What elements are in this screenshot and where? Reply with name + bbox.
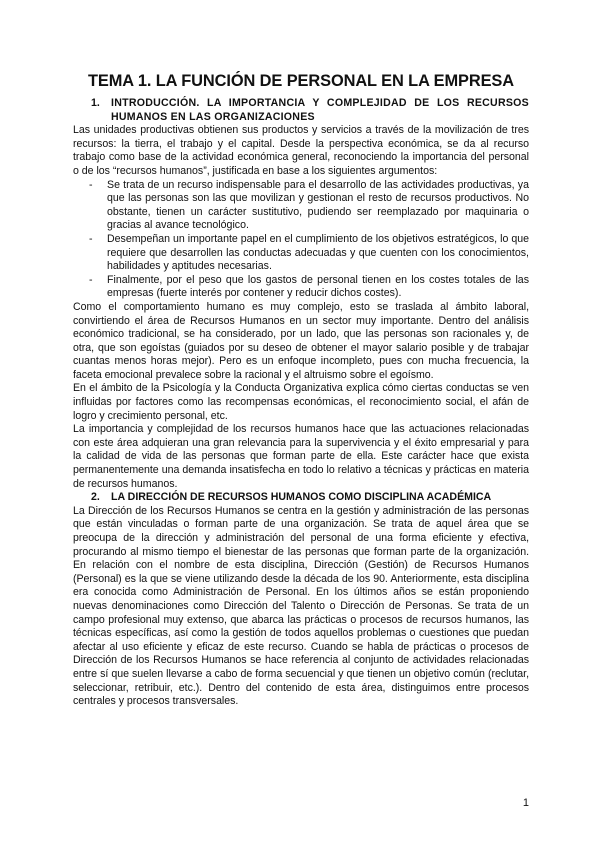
- section-1-number: 1.: [91, 97, 100, 109]
- list-item-text: Finalmente, por el peso que los gastos de personal tienen en los costes totales de las empresas (fuerte interés por contener y reducir dichos costes).: [107, 273, 529, 300]
- list-item-text: Desempeñan un importante papel en el cumplimiento de los objetivos estratégicos, lo que requiere que desarrollen las conductas adecuadas y que cuenten con los conocimientos, habilidades y aptitudes necesarias.: [107, 232, 529, 273]
- list-item: [73, 179, 529, 233]
- section-2-heading: [73, 491, 529, 505]
- section-2-paragraph: La Dirección de los Recursos Humanos se centra en la gestión y administración de las personas que están vinculadas o forman parte de una organización. Se trata de aquel área que se preocupa de la dirección y administración del personal de una forma eficiente y efectiva, procurando al mismo tiempo el bienestar de las personas que forman parte de la organización. En relación con el nombre de esta disciplina, Dirección (Gestión) de Recursos Humanos (Personal) es la que se viene utilizando desde la década de los 90. Anteriormente, esta disciplina era conocida como Administración de Personal. En los últimos años se están proponiendo nuevas denominaciones como Dirección del Talento o Dirección de Personas. Se trata de un campo profesional muy extenso, que abarca las prácticas o procesos de recursos humanos, las técnicas específicas, así como la gestión de todos aquellos problemas o cuestiones que puedan afectar al uso eficiente y eficaz de este recurso. Cuando se habla de prácticas o procesos de Dirección de los Recursos Humanos se hace referencia al conjunto de actividades relacionadas entre sí que suelen llevarse a cabo de forma secuencial y que tienen un objetivo común (reclutar, seleccionar, retribuir, etc.). Dentro del contenido de esta área, distinguimos entre procesos centrales y procesos transversales.: [73, 504, 529, 708]
- section-1-paragraph: Como el comportamiento humano es muy complejo, esto se traslada al ámbito laboral, convirtiendo el área de Recursos Humanos en un sector muy importante. Dentro del análisis económico tradicional, se ha considerado, por un lado, que las personas son racionales y, de otra, que son egoístas (guiados por su deseo de obtener el mayor salario posible y de trabajar cuantas menos horas mejor). Pero es un enfoque incompleto, pues con mucha frecuencia, la faceta emocional prevalece sobre la racional y el altruismo sobre el egoísmo.: [73, 300, 529, 381]
- argument-list: [73, 179, 529, 301]
- section-2-heading-text: LA DIRECCIÓN DE RECURSOS HUMANOS COMO DISCIPLINA ACADÉMICA: [111, 491, 492, 504]
- dash-bullet-icon: -: [89, 232, 93, 245]
- list-item: [73, 233, 529, 274]
- page-content: [73, 72, 529, 709]
- dash-bullet-icon: -: [89, 273, 93, 286]
- list-item-text: Se trata de un recurso indispensable para el desarrollo de las actividades productivas, ya que las personas son las que movilizan y gestionan el resto de recursos productivos. No obstante, tienen un carácter sustitutivo, pudiendo ser reemplazado por maquinaria o gracias al avance tecnológico.: [107, 178, 529, 232]
- page-title: TEMA 1. LA FUNCIÓN DE PERSONAL EN LA EMPRESA: [87, 72, 515, 90]
- section-1-paragraph: La importancia y complejidad de los recursos humanos hace que las actuaciones relacionadas con este área adquieran una gran relevancia para la supervivencia y el éxito empresarial y para la calidad de vida de las personas que forman parte de ella. Este carácter hace que exista permanentemente una demanda insatisfecha en todo lo relativo a técnicas y prácticas en materia de recursos humanos.: [73, 423, 529, 490]
- section-2-number: 2.: [91, 491, 100, 504]
- page-number: 1: [522, 797, 529, 809]
- section-1-heading: [73, 97, 529, 124]
- list-item: [73, 274, 529, 301]
- dash-bullet-icon: -: [89, 178, 93, 191]
- section-1-paragraph: En el ámbito de la Psicología y la Conducta Organizativa explica cómo ciertas conductas se ven influidas por factores como las recompensas económicas, el reconocimiento social, el afán de logro y crecimiento personal, etc.: [73, 382, 529, 422]
- section-1-heading-text: INTRODUCCIÓN. LA IMPORTANCIA Y COMPLEJIDAD DE LOS RECURSOS HUMANOS EN LAS ORGANIZACIONES: [111, 97, 529, 123]
- section-1-intro: Las unidades productivas obtienen sus productos y servicios a través de la movilización de tres recursos: la tierra, el trabajo y el capital. Desde la perspectiva económica, se da al recurso trabajo como base de la actividad económica general, reconociendo la importancia del personal o de los “recursos humanos”, justificada en base a los siguientes argumentos:: [73, 124, 529, 177]
